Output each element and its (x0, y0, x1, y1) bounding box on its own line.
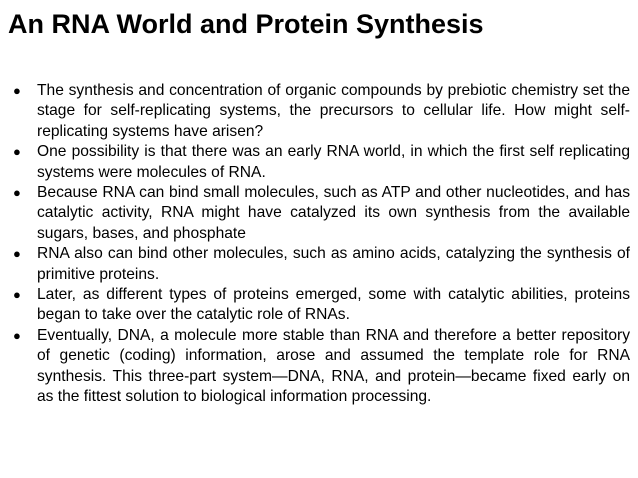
bullet-item (13, 285, 630, 326)
bullet-item (13, 326, 630, 408)
bullet-dot-icon: ● (13, 287, 21, 303)
bullet-text: One possibility is that there was an early RNA world, in which the first self replicating systems were molecules of RNA. (37, 143, 630, 181)
bullet-dot-icon: ● (13, 327, 21, 343)
bullet-list (13, 81, 630, 408)
bullet-dot-icon: ● (13, 185, 21, 201)
bullet-dot-icon: ● (13, 144, 21, 160)
bullet-item (13, 244, 630, 285)
bullet-text: RNA also can bind other molecules, such as amino acids, catalyzing the synthesis of primitive proteins. (37, 245, 630, 283)
bullet-text: Eventually, DNA, a molecule more stable than RNA and therefore a better repository of genetic (coding) information, arose and assumed the template role for RNA synthesis. This three-part system—DNA, RNA, and protein—became fixed early on as the fittest solution to biological information processing. (37, 326, 630, 406)
bullet-text: Because RNA can bind small molecules, such as ATP and other nucleotides, and has catalytic activity, RNA might have catalyzed its own synthesis from the available sugars, bases, and phosphate (37, 184, 630, 242)
bullet-item (13, 81, 630, 142)
bullet-item (13, 183, 630, 244)
bullet-text: The synthesis and concentration of organic compounds by prebiotic chemistry set the stage for self-replicating systems, the precursors to cellular life. How might self-replicating systems have arisen? (37, 82, 630, 140)
bullet-item (13, 142, 630, 183)
bullet-dot-icon: ● (13, 246, 21, 262)
bullet-text: Later, as different types of proteins emerged, some with catalytic abilities, proteins began to take over the catalytic role of RNAs. (37, 286, 630, 324)
slide-title: An RNA World and Protein Synthesis (8, 9, 484, 39)
bullet-dot-icon: ● (13, 83, 21, 98)
